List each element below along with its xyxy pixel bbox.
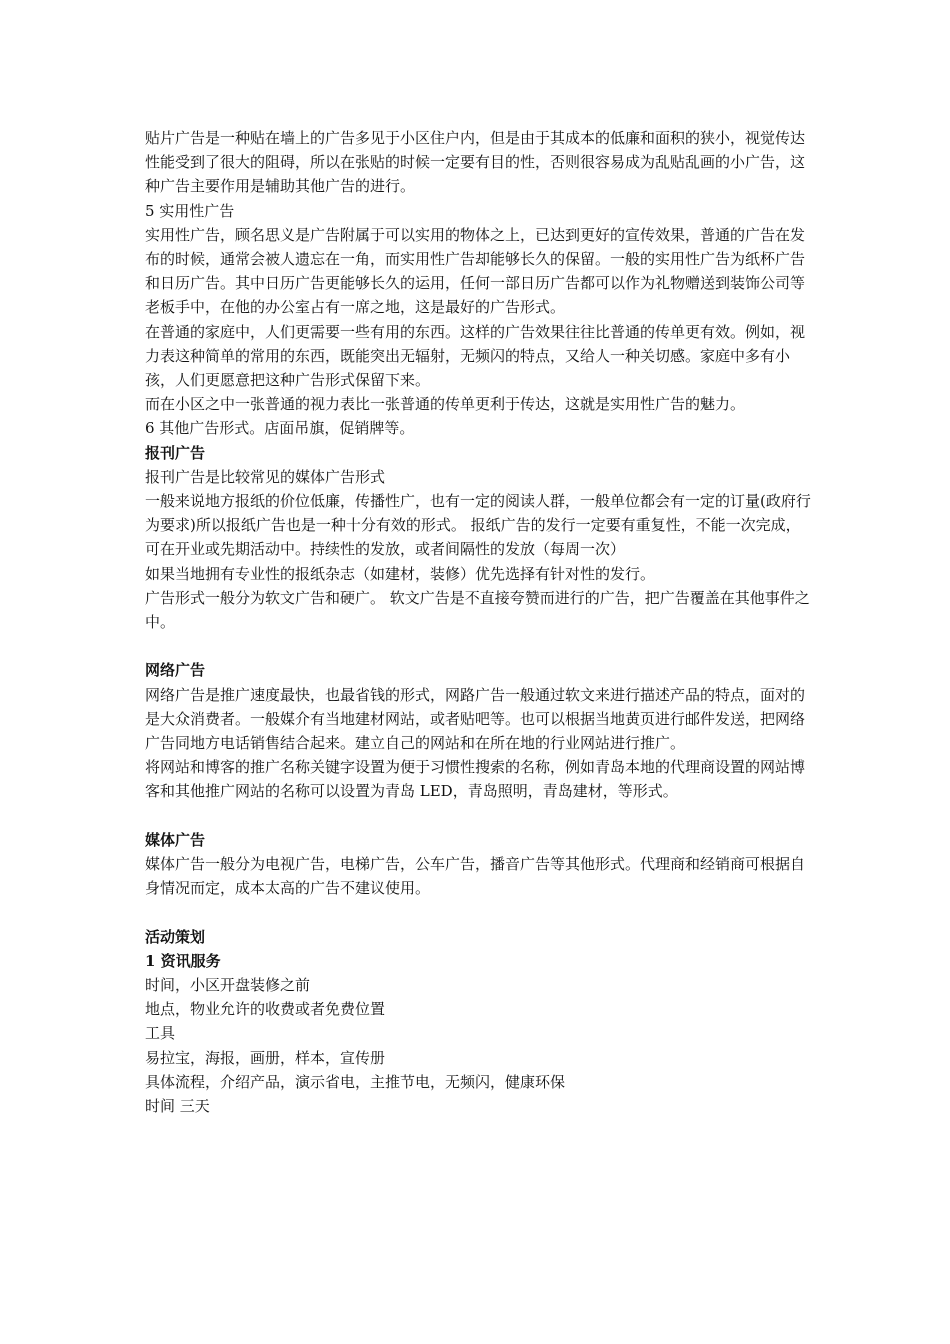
paragraph: 而在小区之中一张普通的视力表比一张普通的传单更利于传达，这就是实用性广告的魅力。 (145, 395, 746, 414)
paragraph: 如果当地拥有专业性的报纸杂志（如建材，装修）优先选择有针对性的发行。 (145, 564, 656, 583)
list-line: 工具 (145, 1024, 176, 1043)
paragraph: 将网站和博客的推广名称关键字设置为便于习惯性搜索的名称，例如青岛本地的代理商设置的网站博客和其他推广网站的名称可以设置为青岛 LED，青岛照明，青岛建材，等形式。 (145, 758, 806, 801)
paragraph: 在普通的家庭中，人们更需要一些有用的东西。这样的广告效果往往比普通的传单更有效。例如，视力表这种简单的常用的东西，既能突出无辐射，无频闪的特点，又给人一种关切感。家庭中多有小孩，人们更愿意把这种广告形式保留下来。 (145, 322, 806, 390)
heading-media-ads: 媒体广告 (145, 830, 206, 849)
list-line: 地点，物业允许的收费或者免费位置 (145, 1000, 386, 1019)
blank-line (145, 900, 815, 924)
paragraph: 报刊广告是比较常见的媒体广告形式 (145, 467, 386, 486)
list-line: 易拉宝，海报，画册，样本，宣传册 (145, 1048, 386, 1067)
list-line: 具体流程，介绍产品，演示省电，主推节电，无频闪，健康环保 (145, 1072, 566, 1091)
document-body (145, 126, 815, 1118)
paragraph: 广告形式一般分为软文广告和硬广。 软文广告是不直接夸赞而进行的广告，把广告覆盖在其他事件之中。 (145, 588, 810, 632)
section-line: 5 实用性广告 (145, 201, 235, 220)
list-line: 时间 三天 (145, 1097, 210, 1116)
heading-newspaper-ads: 报刊广告 (145, 443, 206, 462)
paragraph: 一般来说地方报纸的价位低廉，传播性广，也有一定的阅读人群，一般单位都会有一定的订量(政府行为要求)所以报纸广告也是一种十分有效的形式。 报纸广告的发行一定要有重复性，不能一次完成，可在开业或先期活动中。持续性的发放，或者间隔性的发放（每周一次） (145, 492, 811, 559)
heading-online-ads: 网络广告 (145, 661, 206, 680)
paragraph: 实用性广告，顾名思义是广告附属于可以实用的物体之上，已达到更好的宣传效果，普通的广告在发布的时候，通常会被人遗忘在一角，而实用性广告却能够长久的保留。一般的实用性广告为纸杯广告和日历广告。其中日历广告更能够长久的运用，任何一部日历广告都可以作为礼物赠送到装饰公司等老板手中，在他的办公室占有一席之地，这是最好的广告形式。 (145, 225, 806, 317)
paragraph: 网络广告是推广速度最快，也最省钱的形式，网路广告一般通过软文来进行描述产品的特点，面对的是大众消费者。一般媒介有当地建材网站，或者贴吧等。也可以根据当地黄页进行邮件发送，把网络广告同地方电话销售结合起来。建立自己的网站和在所在地的行业网站进行推广。 (145, 685, 806, 753)
list-line: 时间，小区开盘装修之前 (145, 976, 311, 995)
blank-line (145, 634, 815, 658)
heading-event-planning: 活动策划 (145, 927, 206, 946)
section-line: 6 其他广告形式。店面吊旗，促销牌等。 (145, 419, 415, 438)
paragraph: 贴片广告是一种贴在墙上的广告多见于小区住户内，但是由于其成本的低廉和面积的狭小，视觉传达性能受到了很大的阻碍，所以在张贴的时候一定要有目的性，否则很容易成为乱贴乱画的小广告，这种广告主要作用是辅助其他广告的进行。 (145, 129, 806, 196)
paragraph: 媒体广告一般分为电视广告，电梯广告，公车广告，播音广告等其他形式。代理商和经销商可根据自身情况而定，成本太高的广告不建议使用。 (145, 855, 806, 898)
subheading-consulting-service: 1 资讯服务 (145, 951, 221, 970)
blank-line (145, 804, 815, 828)
